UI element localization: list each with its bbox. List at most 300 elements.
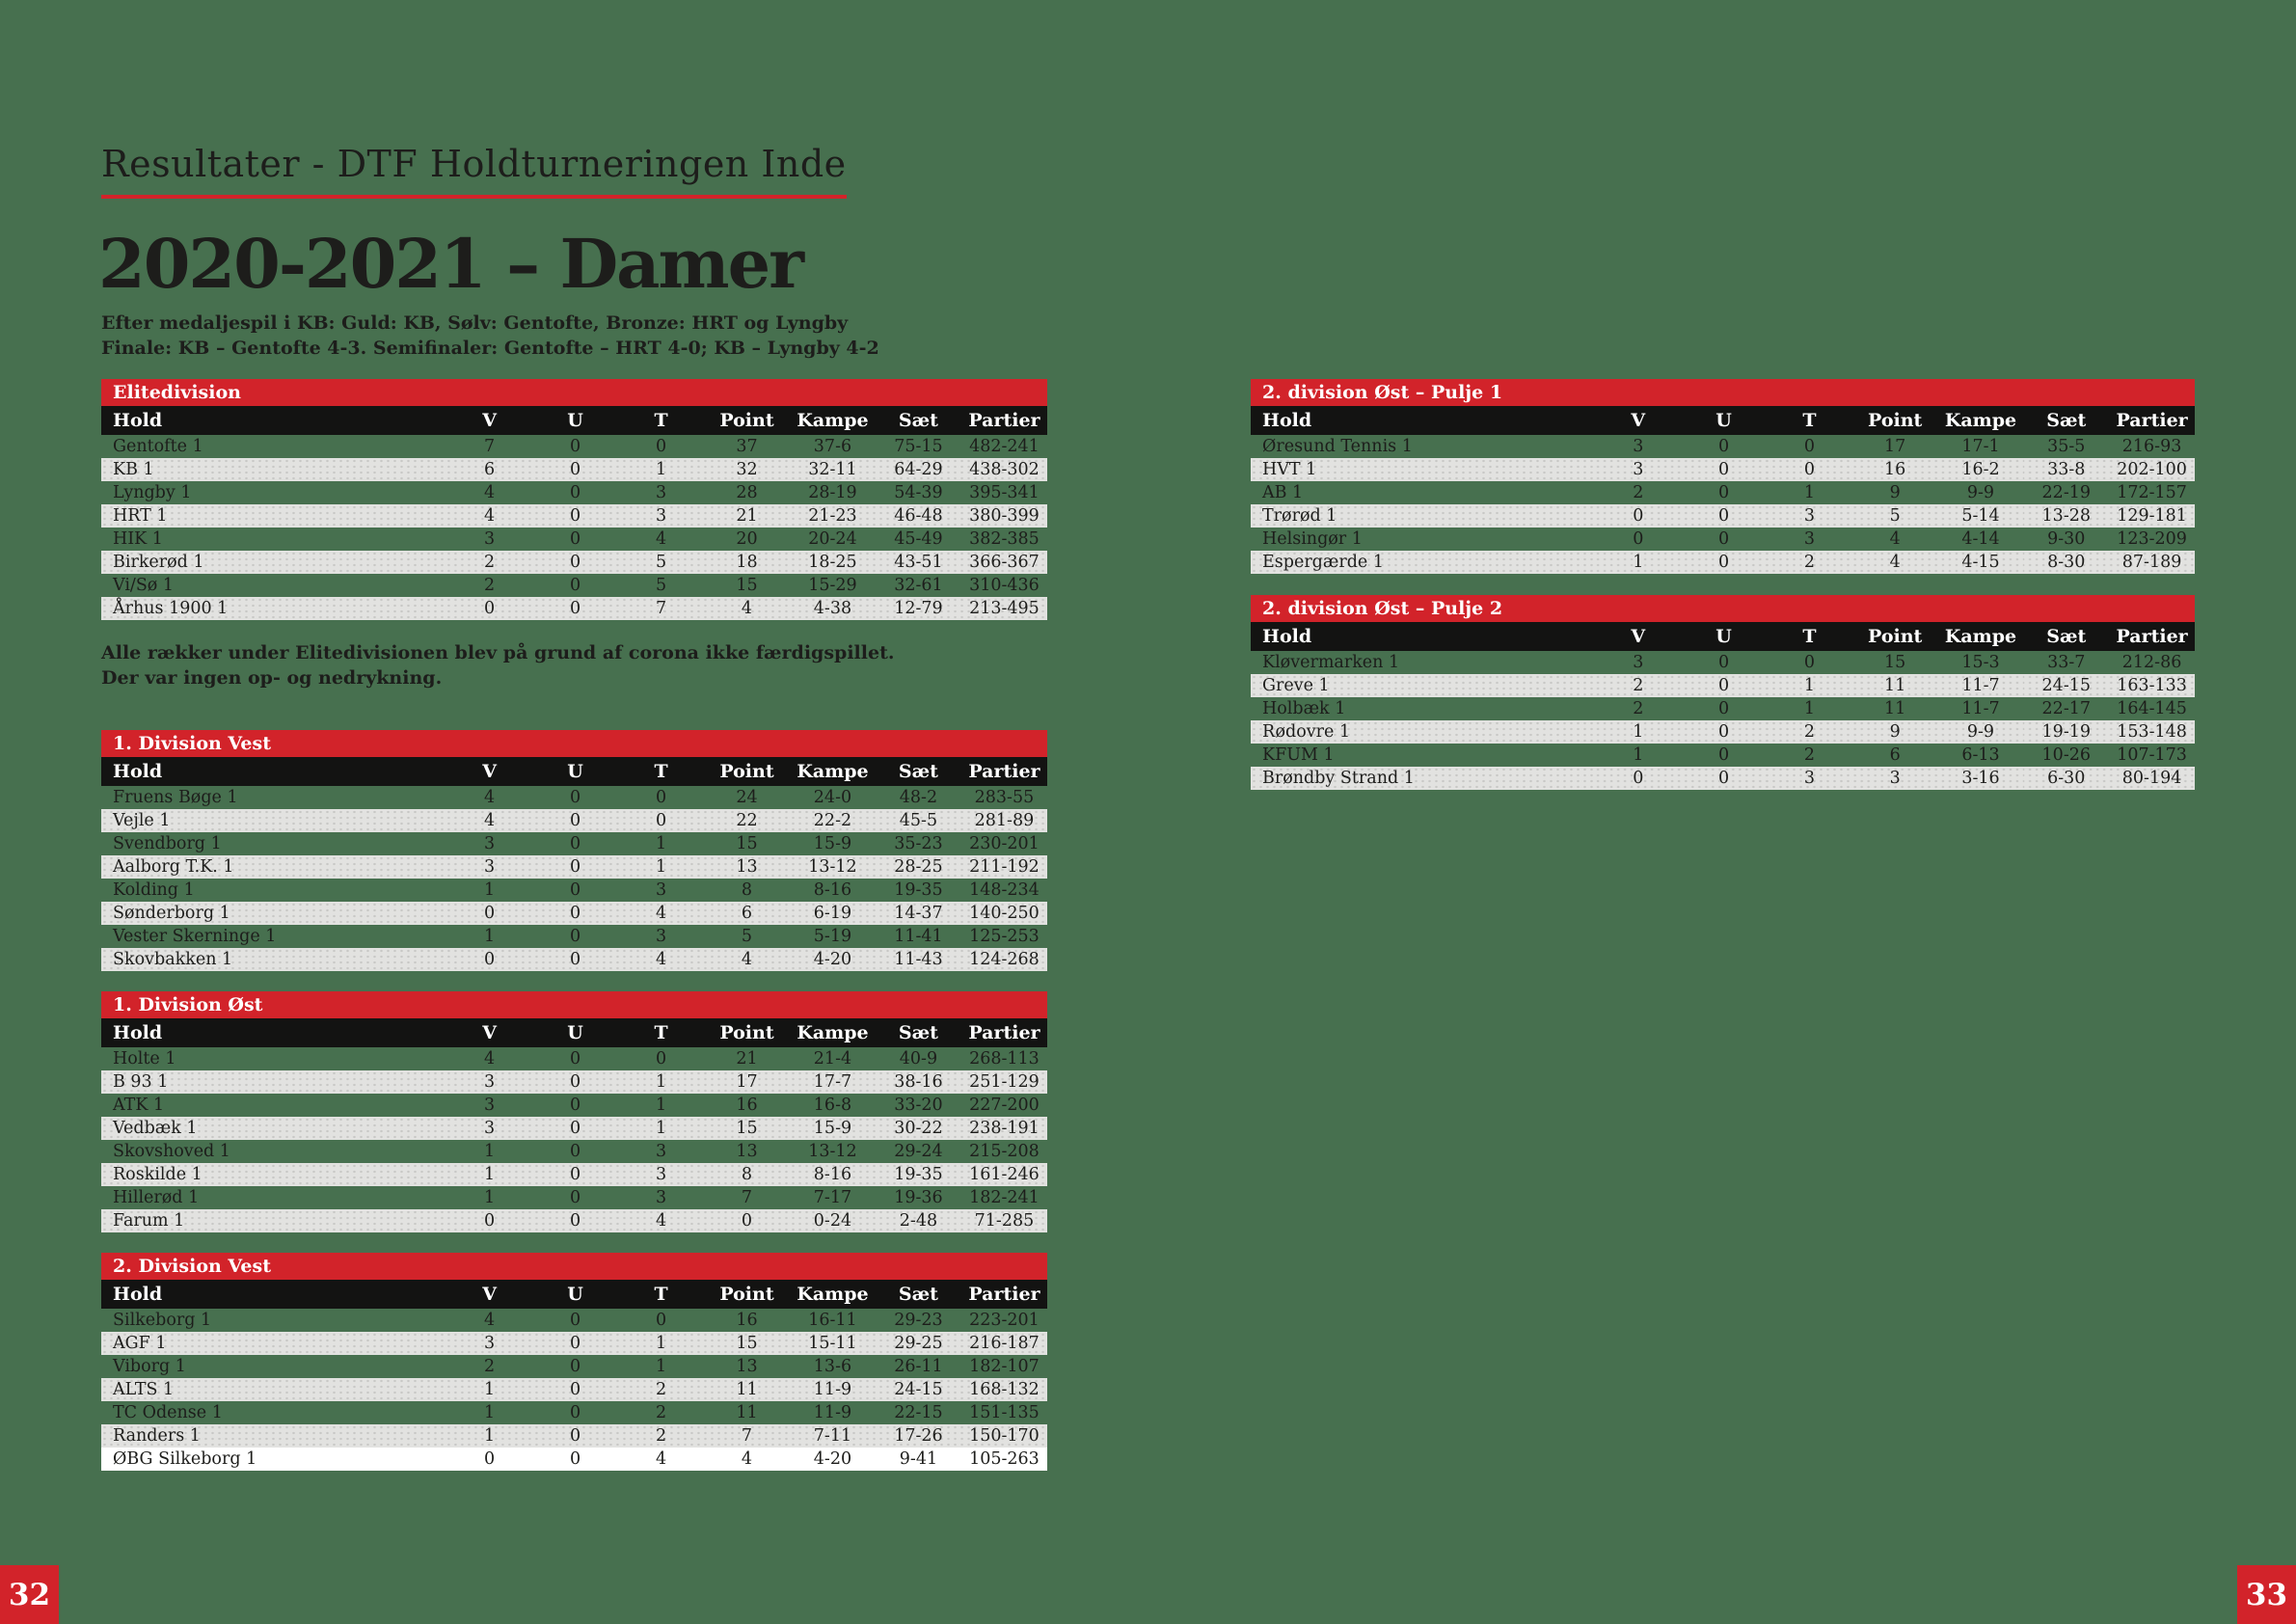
stat-value: 0 xyxy=(569,811,581,830)
stat-value: 0 xyxy=(569,1311,581,1330)
stat-value: 0 xyxy=(1803,460,1815,479)
stat-value: 20-24 xyxy=(808,529,857,549)
team-name: Svendborg 1 xyxy=(113,834,222,853)
column-header-row xyxy=(101,757,1047,786)
table-row xyxy=(1251,720,2195,744)
table-row xyxy=(101,879,1047,902)
column-header-6: Sæt xyxy=(2023,622,2109,651)
team-name: Helsingør 1 xyxy=(1262,529,1363,549)
stat-value: 11-9 xyxy=(813,1403,852,1422)
standings-table-elitedivision xyxy=(101,406,1047,620)
stat-value: 0 xyxy=(1718,769,1730,788)
standings-table-1-division-oest xyxy=(101,1018,1047,1232)
corona-note xyxy=(101,640,1047,690)
stat-value: 13-12 xyxy=(808,1142,857,1161)
table-row xyxy=(101,902,1047,925)
column-header-7: Partier xyxy=(961,1280,1047,1309)
team-name: TC Odense 1 xyxy=(113,1403,223,1422)
table-row xyxy=(101,1070,1047,1094)
table-row xyxy=(1251,674,2195,697)
stat-value: 212-86 xyxy=(2121,653,2182,672)
stat-value: 3 xyxy=(655,1142,667,1161)
team-name: B 93 1 xyxy=(113,1072,169,1092)
team-name: Roskilde 1 xyxy=(113,1165,203,1184)
stat-value: 10-26 xyxy=(2041,745,2091,765)
stat-value: 13 xyxy=(736,857,758,877)
team-name: ATK 1 xyxy=(113,1096,165,1115)
stat-value: 7-11 xyxy=(813,1426,852,1446)
stat-value: 0 xyxy=(569,460,581,479)
column-header-3: T xyxy=(1767,406,1852,435)
stat-value: 4-20 xyxy=(813,1449,852,1469)
stat-value: 281-89 xyxy=(974,811,1035,830)
stat-value: 3 xyxy=(1803,769,1815,788)
column-header-2: U xyxy=(532,757,618,786)
table-title-label: 1. Division Øst xyxy=(113,994,263,1015)
stat-value: 14-37 xyxy=(894,904,943,923)
stat-value: 17-26 xyxy=(894,1426,943,1446)
stat-value: 2 xyxy=(655,1426,667,1446)
stat-value: 4-20 xyxy=(813,950,852,969)
table-row xyxy=(101,597,1047,620)
stat-value: 7 xyxy=(741,1426,753,1446)
stat-value: 13-12 xyxy=(808,857,857,877)
stat-value: 13-6 xyxy=(813,1357,852,1376)
stat-value: 1 xyxy=(655,1096,667,1115)
stat-value: 28-25 xyxy=(894,857,943,877)
stat-value: 7-17 xyxy=(813,1188,852,1207)
stat-value: 7 xyxy=(741,1188,753,1207)
stat-value: 21 xyxy=(736,1049,758,1069)
column-header-3: T xyxy=(618,406,704,435)
column-header-2: U xyxy=(532,406,618,435)
table-row xyxy=(101,528,1047,551)
stat-value: 11 xyxy=(1884,676,1906,695)
column-header-2: U xyxy=(532,1018,618,1047)
stat-value: 0 xyxy=(655,788,667,807)
table-row xyxy=(1251,551,2195,574)
stat-value: 172-157 xyxy=(2117,483,2187,502)
stat-value: 1 xyxy=(655,857,667,877)
stat-value: 3 xyxy=(655,1165,667,1184)
stat-value: 16-8 xyxy=(813,1096,852,1115)
table-title-bar xyxy=(101,991,1047,1018)
table-row xyxy=(1251,435,2195,458)
team-name: Øresund Tennis 1 xyxy=(1262,437,1413,456)
team-name: Randers 1 xyxy=(113,1426,201,1446)
stat-value: 0 xyxy=(569,1426,581,1446)
column-header-1: V xyxy=(1595,622,1681,651)
stat-value: 4 xyxy=(655,904,667,923)
stat-value: 1 xyxy=(655,1334,667,1353)
column-header-2: U xyxy=(532,1280,618,1309)
stat-value: 1 xyxy=(1803,483,1815,502)
corona-note-line-2: Der var ingen op- og nedrykning. xyxy=(101,667,443,689)
stat-value: 21-23 xyxy=(808,506,857,526)
stat-value: 438-302 xyxy=(969,460,1040,479)
medal-summary xyxy=(101,311,879,361)
stat-value: 45-49 xyxy=(894,529,943,549)
team-name: Gentofte 1 xyxy=(113,437,203,456)
stat-value: 15 xyxy=(736,1119,758,1138)
stat-value: 0-24 xyxy=(813,1211,852,1231)
standings-table-2-division-oest-pulje-2 xyxy=(1251,622,2195,790)
team-name: KB 1 xyxy=(113,460,154,479)
stat-value: 64-29 xyxy=(894,460,943,479)
table-title-bar xyxy=(101,730,1047,757)
stat-value: 0 xyxy=(1718,460,1730,479)
stat-value: 6 xyxy=(484,460,496,479)
team-name: ØBG Silkeborg 1 xyxy=(113,1449,257,1469)
stat-value: 3 xyxy=(484,857,496,877)
stat-value: 15 xyxy=(1884,653,1906,672)
stat-value: 216-93 xyxy=(2121,437,2182,456)
stat-value: 6 xyxy=(741,904,753,923)
column-header-5: Kampe xyxy=(790,406,876,435)
stat-value: 151-135 xyxy=(969,1403,1040,1422)
stat-value: 0 xyxy=(569,1449,581,1469)
stat-value: 7 xyxy=(484,437,496,456)
stat-value: 1 xyxy=(1803,699,1815,718)
table-block-2-division-vest xyxy=(101,1253,1047,1471)
stat-value: 9-9 xyxy=(1966,483,1995,502)
stat-value: 1 xyxy=(1633,745,1644,765)
stat-value: 2-48 xyxy=(899,1211,938,1231)
stat-value: 46-48 xyxy=(894,506,943,526)
stat-value: 17 xyxy=(736,1072,758,1092)
column-header-6: Sæt xyxy=(876,1018,961,1047)
stat-value: 30-22 xyxy=(894,1119,943,1138)
stat-value: 202-100 xyxy=(2117,460,2187,479)
stat-value: 0 xyxy=(569,506,581,526)
table-row xyxy=(101,809,1047,832)
stat-value: 0 xyxy=(569,1380,581,1399)
stat-value: 9 xyxy=(1889,483,1901,502)
stat-value: 5 xyxy=(655,553,667,572)
stat-value: 0 xyxy=(484,599,496,618)
table-title-label: 1. Division Vest xyxy=(113,733,271,754)
stat-value: 3-16 xyxy=(1961,769,2000,788)
stat-value: 1 xyxy=(484,1165,496,1184)
column-header-7: Partier xyxy=(2109,622,2195,651)
stat-value: 15 xyxy=(736,576,758,595)
left-page-column xyxy=(101,379,1047,1491)
corona-note-line-1: Alle rækker under Elitedivisionen blev på grund af corona ikke færdigspillet. xyxy=(101,642,895,663)
stat-value: 3 xyxy=(484,1072,496,1092)
stat-value: 0 xyxy=(569,576,581,595)
column-header-4: Point xyxy=(704,757,790,786)
stat-value: 18 xyxy=(736,553,758,572)
stat-value: 19-35 xyxy=(894,880,943,900)
column-header-3: T xyxy=(1767,622,1852,651)
stat-value: 21-4 xyxy=(813,1049,852,1069)
stat-value: 0 xyxy=(741,1211,753,1231)
stat-value: 148-234 xyxy=(969,880,1040,900)
stat-value: 0 xyxy=(1718,437,1730,456)
table-row xyxy=(101,1117,1047,1140)
stat-value: 15-29 xyxy=(808,576,857,595)
stat-value: 124-268 xyxy=(969,950,1040,969)
stat-value: 1 xyxy=(1633,553,1644,572)
column-header-2: U xyxy=(1681,622,1767,651)
stat-value: 4 xyxy=(655,529,667,549)
column-header-0: Hold xyxy=(101,406,446,435)
stat-value: 11-9 xyxy=(813,1380,852,1399)
column-header-6: Sæt xyxy=(2023,406,2109,435)
table-row xyxy=(1251,458,2195,481)
column-header-5: Kampe xyxy=(790,757,876,786)
stat-value: 1 xyxy=(484,880,496,900)
column-header-0: Hold xyxy=(101,1280,446,1309)
stat-value: 2 xyxy=(655,1380,667,1399)
table-row xyxy=(101,574,1047,597)
team-name: Silkeborg 1 xyxy=(113,1311,212,1330)
stat-value: 123-209 xyxy=(2117,529,2187,549)
team-name: Holte 1 xyxy=(113,1049,176,1069)
team-name: Birkerød 1 xyxy=(113,553,204,572)
table-row xyxy=(101,925,1047,948)
team-name: Vejle 1 xyxy=(113,811,171,830)
stat-value: 3 xyxy=(655,1188,667,1207)
stat-value: 211-192 xyxy=(969,857,1040,877)
stat-value: 45-5 xyxy=(899,811,938,830)
stat-value: 22-19 xyxy=(2041,483,2091,502)
standings-table-1-division-vest xyxy=(101,757,1047,971)
stat-value: 33-7 xyxy=(2047,653,2086,672)
column-header-0: Hold xyxy=(1251,622,1595,651)
column-header-6: Sæt xyxy=(876,406,961,435)
stat-value: 13 xyxy=(736,1357,758,1376)
stat-value: 35-23 xyxy=(894,834,943,853)
right-page-column xyxy=(1251,379,2195,811)
stat-value: 0 xyxy=(1718,745,1730,765)
table-row xyxy=(101,435,1047,458)
stat-value: 0 xyxy=(1718,553,1730,572)
column-header-4: Point xyxy=(1852,406,1938,435)
stat-value: 0 xyxy=(569,1403,581,1422)
stat-value: 1 xyxy=(1803,676,1815,695)
stat-value: 5-14 xyxy=(1961,506,2000,526)
stat-value: 4 xyxy=(1889,553,1901,572)
stat-value: 16 xyxy=(736,1096,758,1115)
stat-value: 230-201 xyxy=(969,834,1040,853)
table-row xyxy=(1251,504,2195,528)
stat-value: 238-191 xyxy=(969,1119,1040,1138)
team-name: ALTS 1 xyxy=(113,1380,175,1399)
team-name: Aalborg T.K. 1 xyxy=(113,857,234,877)
stat-value: 0 xyxy=(1718,529,1730,549)
stat-value: 19-35 xyxy=(894,1165,943,1184)
team-name: Rødovre 1 xyxy=(1262,722,1351,742)
table-block-elitedivision xyxy=(101,379,1047,620)
stat-value: 3 xyxy=(1803,529,1815,549)
team-name: HVT 1 xyxy=(1262,460,1317,479)
stat-value: 1 xyxy=(655,1119,667,1138)
stat-value: 28 xyxy=(736,483,758,502)
stat-value: 54-39 xyxy=(894,483,943,502)
stat-value: 0 xyxy=(655,811,667,830)
column-header-3: T xyxy=(618,757,704,786)
stat-value: 0 xyxy=(569,857,581,877)
stat-value: 8-16 xyxy=(813,880,852,900)
stat-value: 3 xyxy=(655,483,667,502)
column-header-4: Point xyxy=(704,1280,790,1309)
table-title-bar xyxy=(1251,595,2195,622)
team-name: Skovshoved 1 xyxy=(113,1142,230,1161)
table-row xyxy=(101,1309,1047,1332)
stat-value: 3 xyxy=(655,506,667,526)
stat-value: 24-15 xyxy=(894,1380,943,1399)
team-name: KFUM 1 xyxy=(1262,745,1335,765)
table-row xyxy=(101,948,1047,971)
stat-value: 4-15 xyxy=(1961,553,2000,572)
stat-value: 18-25 xyxy=(808,553,857,572)
stat-value: 1 xyxy=(484,1403,496,1422)
column-header-4: Point xyxy=(704,406,790,435)
team-name: Greve 1 xyxy=(1262,676,1330,695)
stat-value: 0 xyxy=(569,1334,581,1353)
stat-value: 0 xyxy=(569,1096,581,1115)
stat-value: 0 xyxy=(569,1072,581,1092)
table-row xyxy=(101,855,1047,879)
stat-value: 6-13 xyxy=(1961,745,2000,765)
stat-value: 105-263 xyxy=(969,1449,1040,1469)
stat-value: 24 xyxy=(736,788,758,807)
stat-value: 3 xyxy=(484,529,496,549)
team-name: Viborg 1 xyxy=(113,1357,186,1376)
stat-value: 164-145 xyxy=(2117,699,2187,718)
stat-value: 3 xyxy=(1633,460,1644,479)
stat-value: 0 xyxy=(1718,722,1730,742)
column-header-3: T xyxy=(618,1018,704,1047)
table-row xyxy=(1251,767,2195,790)
team-name: Kløvermarken 1 xyxy=(1262,653,1400,672)
stat-value: 15-11 xyxy=(808,1334,857,1353)
stat-value: 87-189 xyxy=(2121,553,2182,572)
stat-value: 16 xyxy=(1884,460,1906,479)
stat-value: 71-285 xyxy=(974,1211,1035,1231)
stat-value: 13 xyxy=(736,1142,758,1161)
stat-value: 4 xyxy=(1889,529,1901,549)
stat-value: 107-173 xyxy=(2117,745,2187,765)
column-header-5: Kampe xyxy=(790,1280,876,1309)
stat-value: 2 xyxy=(484,576,496,595)
stat-value: 0 xyxy=(569,1119,581,1138)
column-header-5: Kampe xyxy=(1938,406,2024,435)
stat-value: 0 xyxy=(1718,676,1730,695)
column-header-6: Sæt xyxy=(876,1280,961,1309)
table-block-1-division-vest xyxy=(101,730,1047,971)
stat-value: 283-55 xyxy=(974,788,1035,807)
stat-value: 0 xyxy=(569,599,581,618)
stat-value: 0 xyxy=(1718,699,1730,718)
stat-value: 4 xyxy=(741,950,753,969)
stat-value: 215-208 xyxy=(969,1142,1040,1161)
stat-value: 11 xyxy=(736,1380,758,1399)
stat-value: 182-107 xyxy=(969,1357,1040,1376)
stat-value: 3 xyxy=(484,834,496,853)
stat-value: 11-7 xyxy=(1961,676,2000,695)
stat-value: 3 xyxy=(655,927,667,946)
column-header-row xyxy=(1251,622,2195,651)
team-name: Lyngby 1 xyxy=(113,483,192,502)
team-name: Sønderborg 1 xyxy=(113,904,230,923)
stat-value: 38-16 xyxy=(894,1072,943,1092)
stat-value: 48-2 xyxy=(899,788,938,807)
stat-value: 2 xyxy=(484,553,496,572)
table-row xyxy=(101,832,1047,855)
stat-value: 12-79 xyxy=(894,599,943,618)
stat-value: 28-19 xyxy=(808,483,857,502)
page-number-right: 33 xyxy=(2237,1565,2296,1624)
stat-value: 4 xyxy=(655,1211,667,1231)
stat-value: 32-11 xyxy=(808,460,857,479)
stat-value: 1 xyxy=(655,460,667,479)
table-row xyxy=(1251,697,2195,720)
stat-value: 17-7 xyxy=(813,1072,852,1092)
stat-value: 11 xyxy=(1884,699,1906,718)
stat-value: 0 xyxy=(569,880,581,900)
medal-summary-line-2: Finale: KB – Gentofte 4-3. Semifinaler: Gentofte – HRT 4-0; KB – Lyngby 4-2 xyxy=(101,338,879,359)
column-header-2: U xyxy=(1681,406,1767,435)
stat-value: 15-9 xyxy=(813,1119,852,1138)
stat-value: 19-19 xyxy=(2041,722,2091,742)
stat-value: 15 xyxy=(736,834,758,853)
table-row xyxy=(101,1047,1047,1070)
team-name: Holbæk 1 xyxy=(1262,699,1346,718)
team-name: Fruens Bøge 1 xyxy=(113,788,238,807)
stat-value: 9 xyxy=(1889,722,1901,742)
stat-value: 6 xyxy=(1889,745,1901,765)
stat-value: 0 xyxy=(569,1188,581,1207)
stat-value: 0 xyxy=(484,904,496,923)
stat-value: 29-24 xyxy=(894,1142,943,1161)
stat-value: 24-0 xyxy=(813,788,852,807)
stat-value: 4 xyxy=(484,1311,496,1330)
stat-value: 2 xyxy=(1803,722,1815,742)
stat-value: 80-194 xyxy=(2121,769,2182,788)
column-header-row xyxy=(1251,406,2195,435)
table-title-bar xyxy=(101,379,1047,406)
column-header-7: Partier xyxy=(961,1018,1047,1047)
stat-value: 16-2 xyxy=(1961,460,2000,479)
column-header-7: Partier xyxy=(961,406,1047,435)
stat-value: 0 xyxy=(1633,529,1644,549)
stat-value: 3 xyxy=(1633,653,1644,672)
stat-value: 0 xyxy=(569,1142,581,1161)
stat-value: 32 xyxy=(736,460,758,479)
stat-value: 0 xyxy=(569,1211,581,1231)
stat-value: 29-25 xyxy=(894,1334,943,1353)
stat-value: 0 xyxy=(569,834,581,853)
table-row xyxy=(1251,744,2195,767)
column-header-1: V xyxy=(446,1018,532,1047)
stat-value: 0 xyxy=(1718,483,1730,502)
stat-value: 0 xyxy=(569,788,581,807)
stat-value: 4 xyxy=(655,1449,667,1469)
stat-value: 1 xyxy=(1633,722,1644,742)
column-header-row xyxy=(101,1018,1047,1047)
table-row xyxy=(101,504,1047,528)
stat-value: 32-61 xyxy=(894,576,943,595)
table-row xyxy=(1251,481,2195,504)
stat-value: 3 xyxy=(484,1334,496,1353)
stat-value: 2 xyxy=(1633,676,1644,695)
stat-value: 2 xyxy=(484,1357,496,1376)
stat-value: 129-181 xyxy=(2117,506,2187,526)
stat-value: 268-113 xyxy=(969,1049,1040,1069)
stat-value: 0 xyxy=(484,1211,496,1231)
